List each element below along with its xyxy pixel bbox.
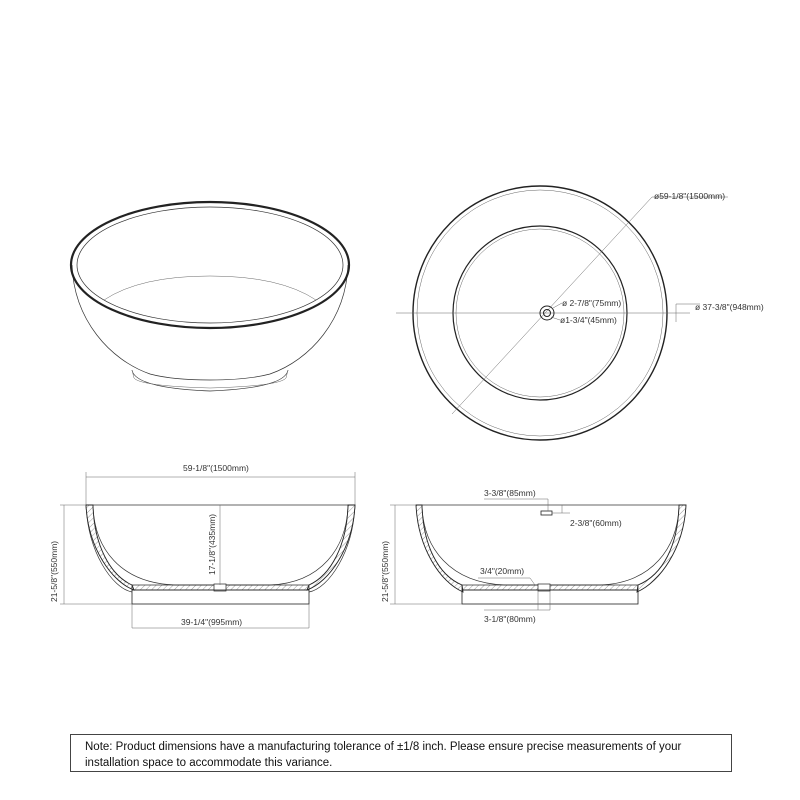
front-base-width-label: 39-1/4"(995mm) (181, 617, 243, 627)
front-left-wall (86, 505, 134, 590)
top-drain-outer-label: ø 2-7/8"(75mm) (562, 298, 622, 308)
side-overflow-height-label: 2-3/8"(60mm) (570, 518, 622, 528)
front-total-height-label: 21-5/8"(550mm) (49, 540, 59, 602)
side-overflow-offset-label: 3-3/8"(85mm) (484, 488, 536, 498)
perspective-view (71, 202, 349, 391)
tolerance-note: Note: Product dimensions have a manufacturing tolerance of ±1/8 inch. Please ensure precise measurements of your installation space to accommodate this variance. (70, 734, 732, 772)
top-inner-diameter-label: ø 37-3/8"(948mm) (695, 302, 764, 312)
side-floor-thickness-label: 3/4"(20mm) (480, 566, 525, 576)
top-view (396, 186, 764, 440)
perspective-bowl-body (72, 265, 348, 380)
perspective-rim-inner (77, 207, 343, 323)
top-diameter-leader (452, 197, 652, 414)
side-drain-width-label: 3-1/8"(80mm) (484, 614, 536, 624)
side-total-height-label: 21-5/8"(550mm) (380, 540, 390, 602)
front-right-wall (307, 505, 355, 590)
perspective-rim-outer (71, 202, 349, 328)
side-overflow-slot (541, 511, 552, 515)
side-view (380, 488, 686, 624)
front-base (132, 590, 309, 604)
top-drain-inner-label: ø1-3/4"(45mm) (560, 315, 617, 325)
top-outer-diameter-label: ø59-1/8"(1500mm) (654, 191, 726, 201)
side-right-wall (637, 505, 686, 592)
front-view (49, 463, 355, 628)
front-inner-depth-label: 17-1/8"(435mm) (207, 513, 217, 575)
front-top-width-label: 59-1/8"(1500mm) (183, 463, 249, 473)
